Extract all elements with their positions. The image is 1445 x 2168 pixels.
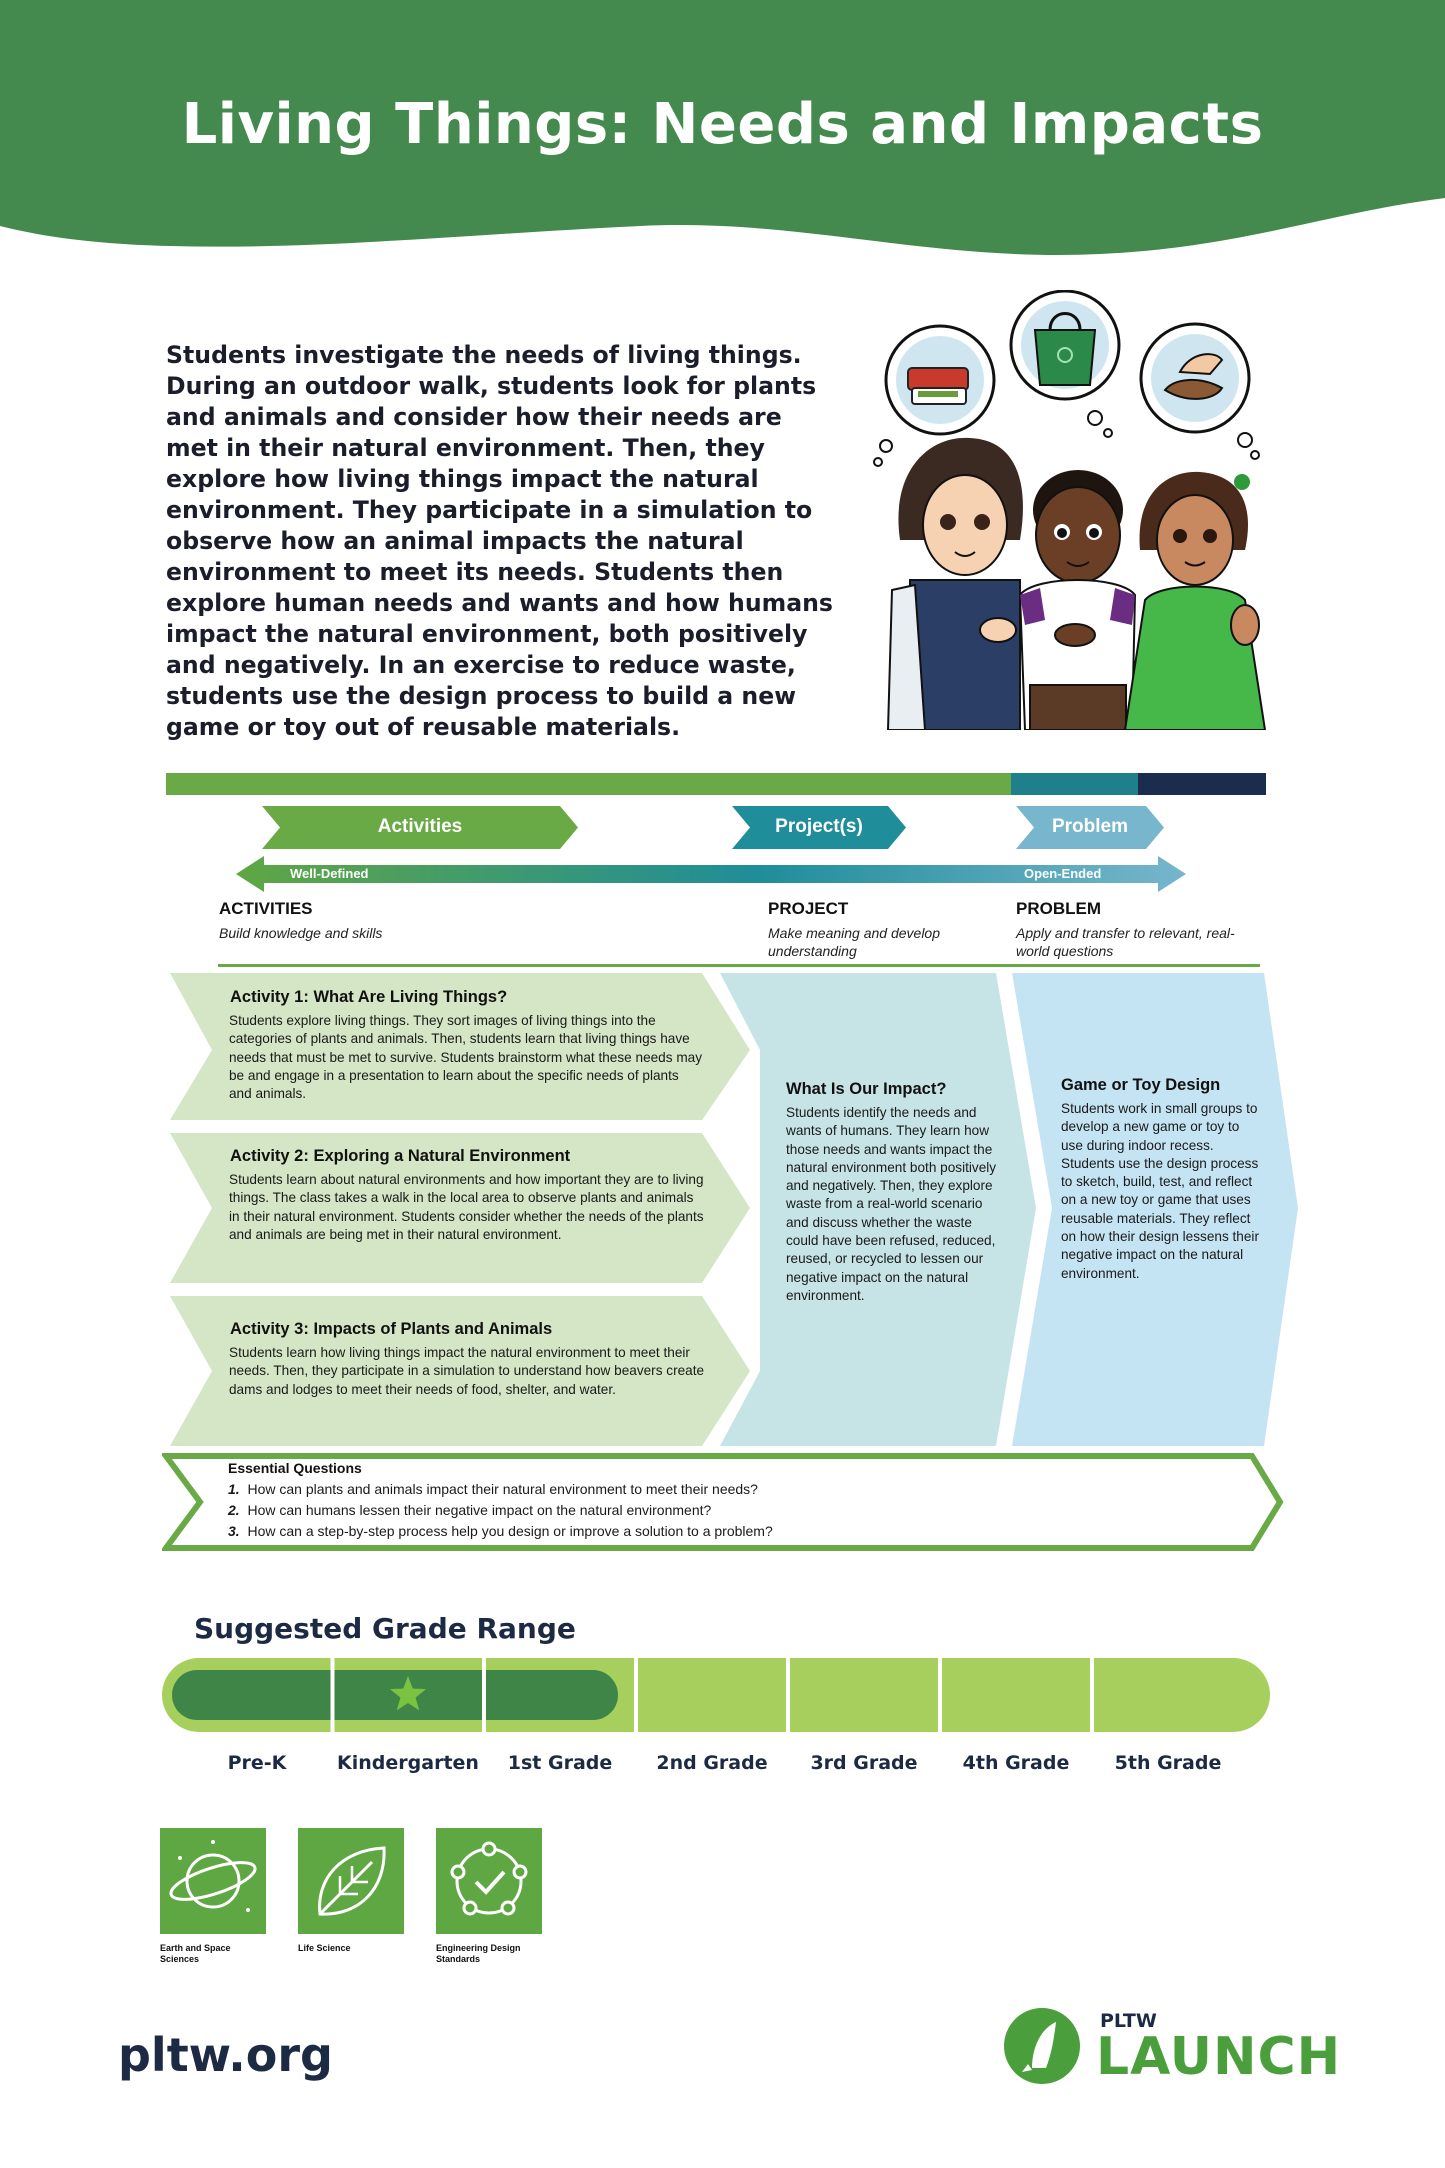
project-body: Students identify the needs and wants of humans. They learn how those needs and wants impact the natural environment both positively and negatively. Then, they explore waste from a real-world scenario and discuss whether the waste could have been refused, reduced, reused, or recycled to lessen our negative impact on the natural environment.	[786, 1105, 997, 1303]
engineering-cycle-icon	[436, 1828, 542, 1934]
page-title: Living Things: Needs and Impacts	[181, 92, 1264, 157]
problem-title: Game or Toy Design	[1061, 1076, 1221, 1094]
grade-label: Kindergarten	[337, 1752, 479, 1774]
essential-question-item: 1. How can plants and animals impact their natural environment to meet their needs?	[228, 1481, 758, 1497]
grade-label: Pre-K	[227, 1752, 287, 1774]
student-girl-left	[888, 438, 1023, 730]
phase-progress-bar	[166, 773, 1266, 795]
grade-divider	[786, 1658, 790, 1732]
activities-column-heading: ACTIVITIES	[219, 899, 313, 918]
planet-icon	[160, 1828, 266, 1934]
brand-large: LAUNCH	[1096, 2027, 1342, 2087]
grade-label: 1st Grade	[507, 1752, 613, 1774]
grade-label: 4th Grade	[962, 1752, 1070, 1774]
pltw-launch-logo-icon	[1002, 2006, 1082, 2086]
activity-2-title: Activity 2: Exploring a Natural Environment	[230, 1147, 571, 1165]
students-illustration	[870, 290, 1270, 730]
life-science-standard-badge	[298, 1828, 404, 1934]
earth-space-standard-label: Earth and Space Sciences	[160, 1943, 231, 1964]
grade-range-bar	[162, 1658, 1272, 1734]
open-ended-label: Open-Ended	[1024, 866, 1102, 881]
grade-range-heading: Suggested Grade Range	[194, 1612, 576, 1645]
earth-space-standard-badge	[160, 1828, 266, 1934]
leaf-icon	[298, 1828, 404, 1934]
grade-divider	[482, 1658, 486, 1732]
activity-3-title: Activity 3: Impacts of Plants and Animals	[230, 1320, 553, 1338]
activities-column-subheading: Build knowledge and skills	[219, 925, 383, 941]
problem-column-heading: PROBLEM	[1016, 899, 1101, 918]
grade-labels	[0, 1752, 1445, 1782]
grade-label: 5th Grade	[1114, 1752, 1222, 1774]
grade-divider	[1090, 1658, 1094, 1732]
thought-bubble-bag-icon	[1011, 291, 1119, 437]
projects-phase-label: Project(s)	[775, 816, 863, 837]
activity-1-title: Activity 1: What Are Living Things?	[230, 988, 508, 1006]
activities-phase-label: Activities	[377, 816, 463, 837]
activity-3-body: Students learn how living things impact the natural environment to meet their needs. Then, they participate in a simulation to understand how beavers create dams and lodges to meet their needs of food, shelter, and water.	[229, 1345, 705, 1397]
activity-2-body: Students learn about natural environments and how important they are to living things. The class takes a walk in the local area to observe plants and animals in their natural environment. Students consider whether the needs of the plants and animals are being met in their natural environment.	[229, 1172, 704, 1242]
intro-paragraph: Students investigate the needs of living things. During an outdoor walk, students look for plants and animals and consider how their needs are met in their natural environment. Then, they explore how living things impact the natural environment. They participate in a simulation to observe how an animal impacts the natural environment to meet its needs. Students then explore human needs and wants and how humans impact the natural environment, both positively and negatively. In an exercise to reduce waste, students use the design process to build a new game or toy out of reusable materials.	[166, 341, 833, 741]
site-url[interactable]: pltw.org	[118, 2028, 333, 2082]
grade-divider	[938, 1658, 942, 1732]
essential-question-item: 2. How can humans lessen their negative impact on the natural environment?	[228, 1502, 712, 1518]
well-defined-label: Well-Defined	[290, 866, 369, 881]
engineering-standard-badge	[436, 1828, 542, 1934]
grade-divider	[634, 1658, 638, 1732]
thought-bubble-hands-icon	[1141, 324, 1259, 459]
problem-body: Students work in small groups to develop a new game or toy to use during indoor recess. Students use the design process to sketch, build, test, and reflect on a new toy or game that uses reusable materials. They reflect on how their design lessens their negative impact on the natural environment.	[1061, 1101, 1259, 1281]
essential-questions-title: Essential Questions	[228, 1460, 362, 1476]
essential-questions-list	[228, 1479, 1128, 1542]
student-boy-middle	[1020, 470, 1135, 730]
brand-small: PLTW	[1100, 2010, 1157, 2032]
column-divider	[218, 964, 1260, 967]
life-science-standard-label: Life Science	[298, 1943, 351, 1953]
project-column-heading: PROJECT	[768, 899, 849, 918]
essential-question-item: 3. How can a step-by-step process help you design or improve a solution to a problem?	[228, 1523, 773, 1539]
grade-range-highlight	[172, 1670, 618, 1720]
activity-1-body: Students explore living things. They sort images of living things into the categories of plants and animals. Then, students learn that living things have needs that must be met to survive. Students brainstorm what these needs may be and engage in a presentation to learn about the specific needs of plants and animals.	[229, 1013, 703, 1102]
project-title: What Is Our Impact?	[786, 1080, 947, 1098]
problem-phase-label: Problem	[1051, 816, 1129, 837]
grade-divider	[331, 1658, 335, 1732]
engineering-standard-label: Engineering Design Standards	[436, 1943, 521, 1964]
project-column-subheading: Make meaning and develop understanding	[768, 925, 941, 959]
student-girl-right	[1125, 472, 1265, 730]
grade-label: 2nd Grade	[656, 1752, 768, 1774]
problem-column-subheading: Apply and transfer to relevant, real-world questions	[1016, 925, 1235, 959]
grade-label: 3rd Grade	[810, 1752, 918, 1774]
